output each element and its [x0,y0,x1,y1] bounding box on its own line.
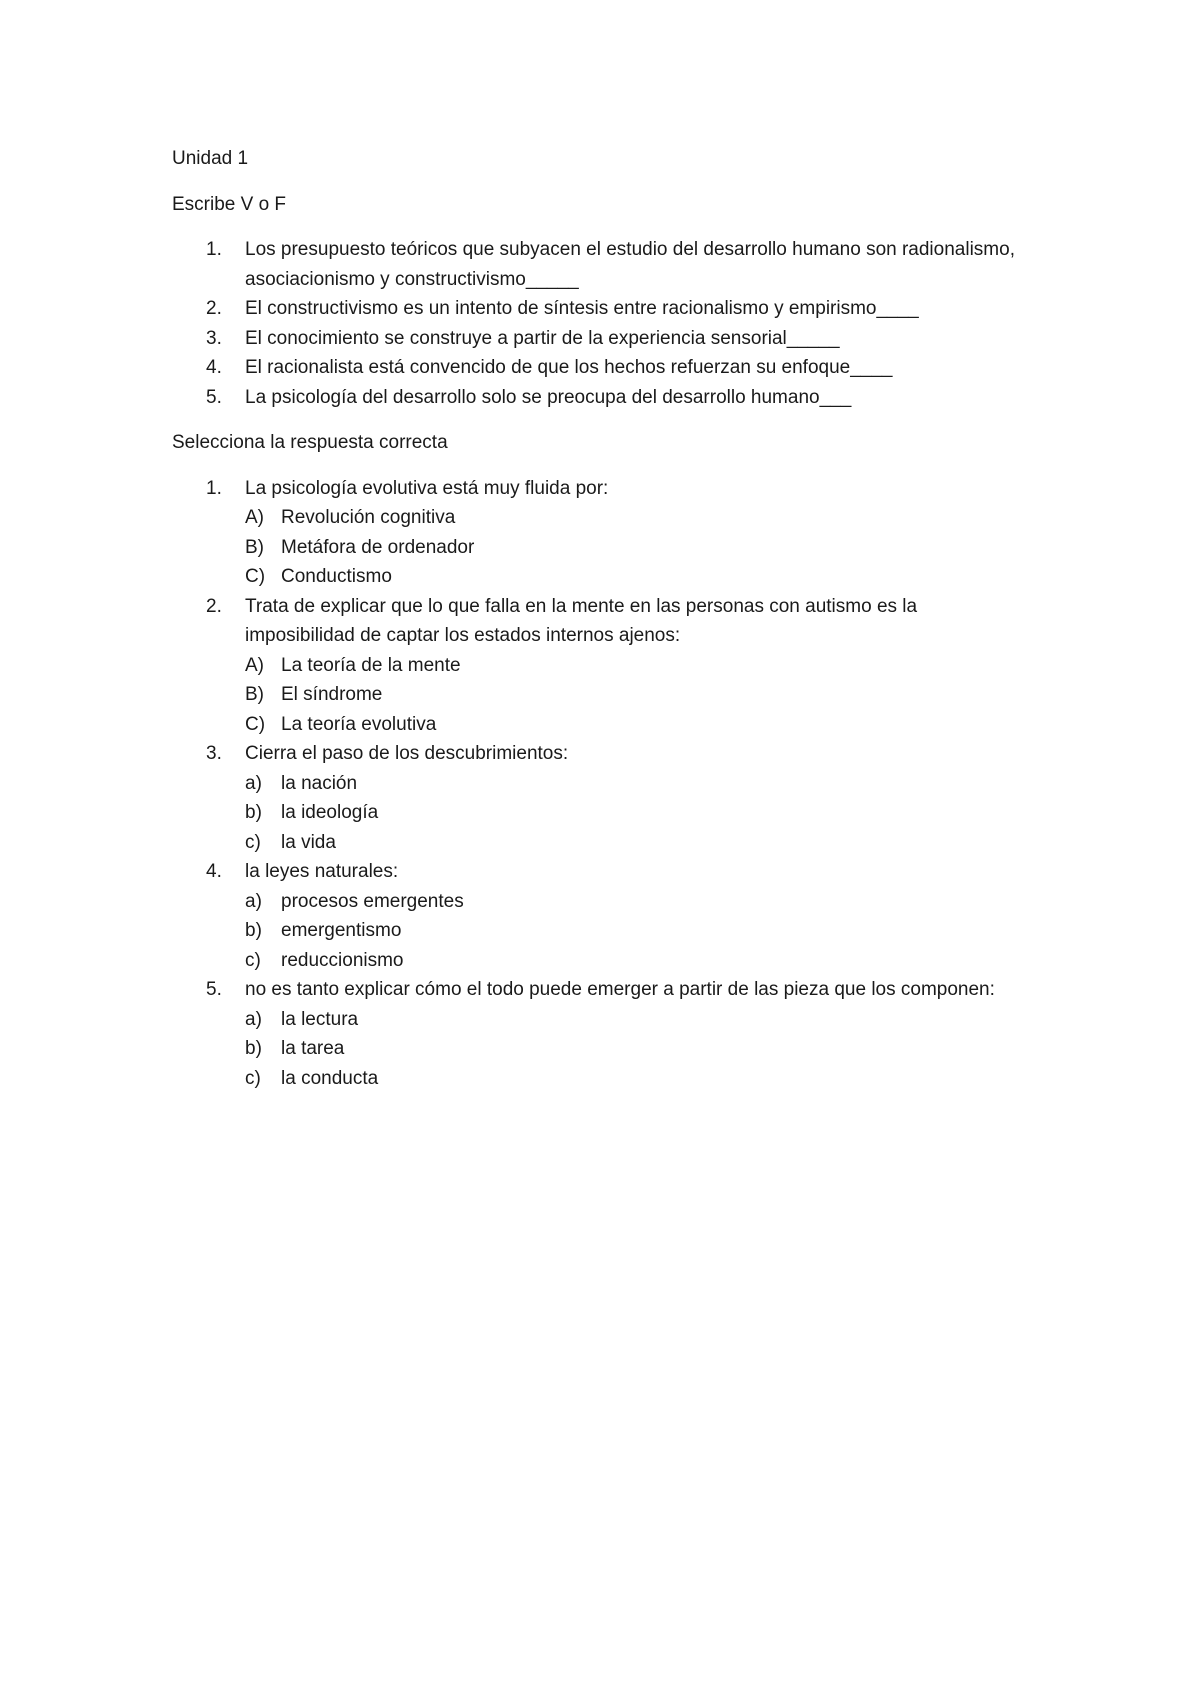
item-text: El constructivismo es un intento de síntesis entre racionalismo y empirismo____ [245,298,919,319]
option-item [245,710,1032,740]
option-letter: a) [245,890,262,912]
option-list [245,887,1032,976]
item-text: El conocimiento se construye a partir de la experiencia sensorial_____ [245,327,840,349]
option-item [245,1005,1032,1035]
option-text: procesos emergentes [281,890,464,912]
question-number: 3. [206,743,222,764]
true-false-item [172,324,1032,354]
item-text: La psicología del desarrollo solo se preocupa del desarrollo humano___ [245,386,852,408]
option-text: La teoría evolutiva [281,713,437,735]
question-text: la leyes naturales: [245,861,399,882]
option-item [245,651,1032,681]
option-item [245,1034,1032,1064]
option-text: Revolución cognitiva [281,507,456,528]
question-number: 4. [206,861,222,882]
question-item [172,592,1032,740]
true-false-item [172,383,1032,413]
option-list [245,769,1032,858]
document-title: Unidad 1 [172,148,249,169]
option-list [245,651,1032,740]
section-heading-true-false: Escribe V o F [172,193,287,215]
question-item [172,975,1032,1093]
item-number: 2. [206,298,222,319]
option-letter: b) [245,1038,262,1059]
option-letter: A) [245,507,264,528]
option-text: reduccionismo [281,949,404,971]
option-item [245,887,1032,917]
option-list [245,1005,1032,1094]
option-item [245,769,1032,799]
question-number: 1. [206,477,222,499]
item-number: 1. [206,239,222,260]
option-item [245,828,1032,858]
option-list [245,503,1032,592]
question-item [172,474,1032,592]
option-text: El síndrome [281,684,383,705]
option-letter: a) [245,772,262,794]
option-item [245,533,1032,563]
question-text: La psicología evolutiva está muy fluida por: [245,477,609,499]
question-text: Cierra el paso de los descubrimientos: [245,743,569,764]
item-number: 3. [206,327,222,349]
item-number: 5. [206,386,222,408]
question-number: 2. [206,595,222,617]
question-text: no es tanto explicar cómo el todo puede emerger a partir de las pieza que los componen: [245,979,995,1000]
option-letter: a) [245,1008,262,1030]
option-letter: c) [245,1067,261,1089]
item-number: 4. [206,357,222,378]
option-text: la tarea [281,1038,345,1059]
option-letter: C) [245,566,266,587]
option-item [245,503,1032,533]
option-text: Conductismo [281,566,392,587]
option-text: emergentismo [281,920,402,941]
option-item [245,916,1032,946]
question-number: 5. [206,979,222,1000]
option-item [245,680,1032,710]
true-false-item [172,235,1032,294]
option-text: la lectura [281,1008,359,1030]
option-text: la ideología [281,802,379,823]
true-false-item [172,294,1032,324]
option-text: la nación [281,772,358,794]
option-letter: B) [245,684,264,705]
option-letter: c) [245,831,261,853]
true-false-item [172,353,1032,383]
question-item [172,857,1032,975]
option-text: la vida [281,831,336,853]
section-heading-multiple-choice: Selecciona la respuesta correcta [172,432,448,453]
multiple-choice-list [172,474,1032,1094]
question-item [172,739,1032,857]
option-letter: B) [245,536,264,558]
option-letter: b) [245,920,262,941]
option-letter: b) [245,802,262,823]
option-item [245,1064,1032,1094]
option-item [245,946,1032,976]
option-letter: C) [245,713,266,735]
option-text: la conducta [281,1067,379,1089]
option-text: La teoría de la mente [281,654,461,676]
option-item [245,562,1032,592]
true-false-list [172,235,1032,412]
item-text: El racionalista está convencido de que los hechos refuerzan su enfoque____ [245,357,893,378]
document-body [172,144,1032,1093]
option-letter: c) [245,949,261,971]
option-letter: A) [245,654,264,676]
option-text: Metáfora de ordenador [281,536,475,558]
item-text: Los presupuesto teóricos que subyacen el estudio del desarrollo humano son radionalismo, asociacionismo y constructivismo_____ [245,239,1015,290]
option-item [245,798,1032,828]
question-text: Trata de explicar que lo que falla en la mente en las personas con autismo es la imposibilidad de captar los estados internos ajenos: [245,595,918,646]
